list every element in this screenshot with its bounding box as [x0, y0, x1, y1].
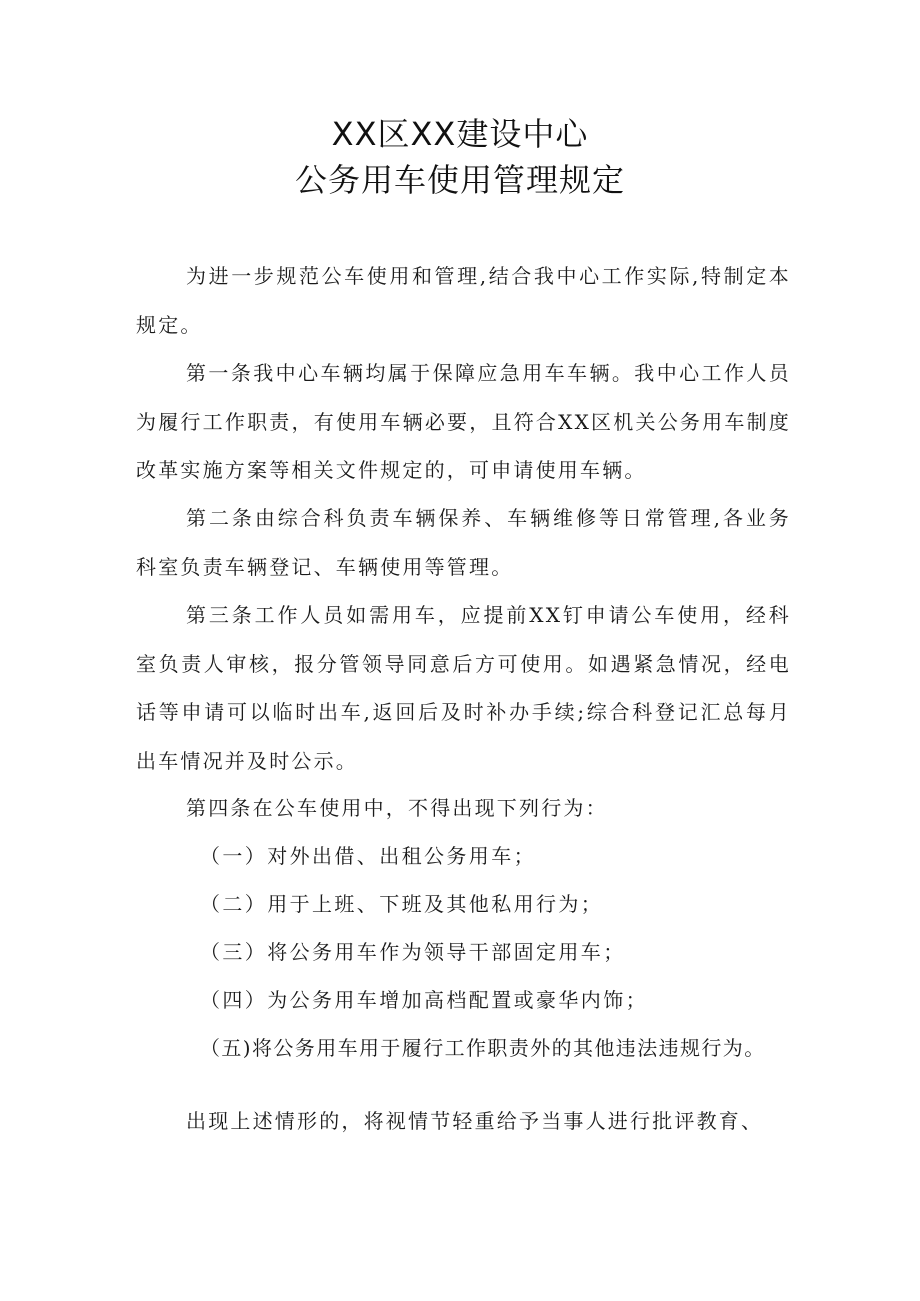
list-item: （四）为公务用车增加高档配置或豪华内饰；	[200, 988, 648, 1012]
article-1-paragraph: 第一条我中心车辆均属于保障应急用车车辆。我中心工作人员为履行工作职责，有使用车辆必要，且符合XX区机关公务用车制度改革实施方案等相关文件规定的，可申请使用车辆。	[136, 361, 791, 482]
list-item: （五)将公务用车用于履行工作职责外的其他违法违规行为。	[200, 1036, 766, 1060]
article-2-paragraph: 第二条由综合科负责车辆保养、车辆维修等日常管理,各业务科室负责车辆登记、车辆使用等管理。	[136, 506, 791, 579]
consequence-paragraph: 出现上述情形的，将视情节轻重给予当事人进行批评教育、	[186, 1109, 764, 1133]
document-title-line2: 公务用车使用管理规定	[294, 161, 625, 199]
document-title-line1: XX区XX建设中心	[331, 115, 589, 153]
list-item: （三）将公务用车作为领导干部固定用车；	[200, 940, 626, 964]
intro-paragraph: 为进一步规范公车使用和管理,结合我中心工作实际,特制定本规定。	[136, 264, 791, 337]
list-item: （二）用于上班、下班及其他私用行为；	[200, 892, 604, 916]
list-item: （一）对外出借、出租公务用车；	[200, 844, 536, 868]
article-4-paragraph: 第四条在公车使用中，不得出现下列行为：	[186, 796, 608, 820]
article-3-paragraph: 第三条工作人员如需用车，应提前XX钉申请公车使用，经科室负责人审核，报分管领导同意后方可使用。如遇紧急情况，经电话等申请可以临时出车,返回后及时补办手续;综合科登记汇总每月出车情况并及时公示。	[136, 603, 791, 773]
